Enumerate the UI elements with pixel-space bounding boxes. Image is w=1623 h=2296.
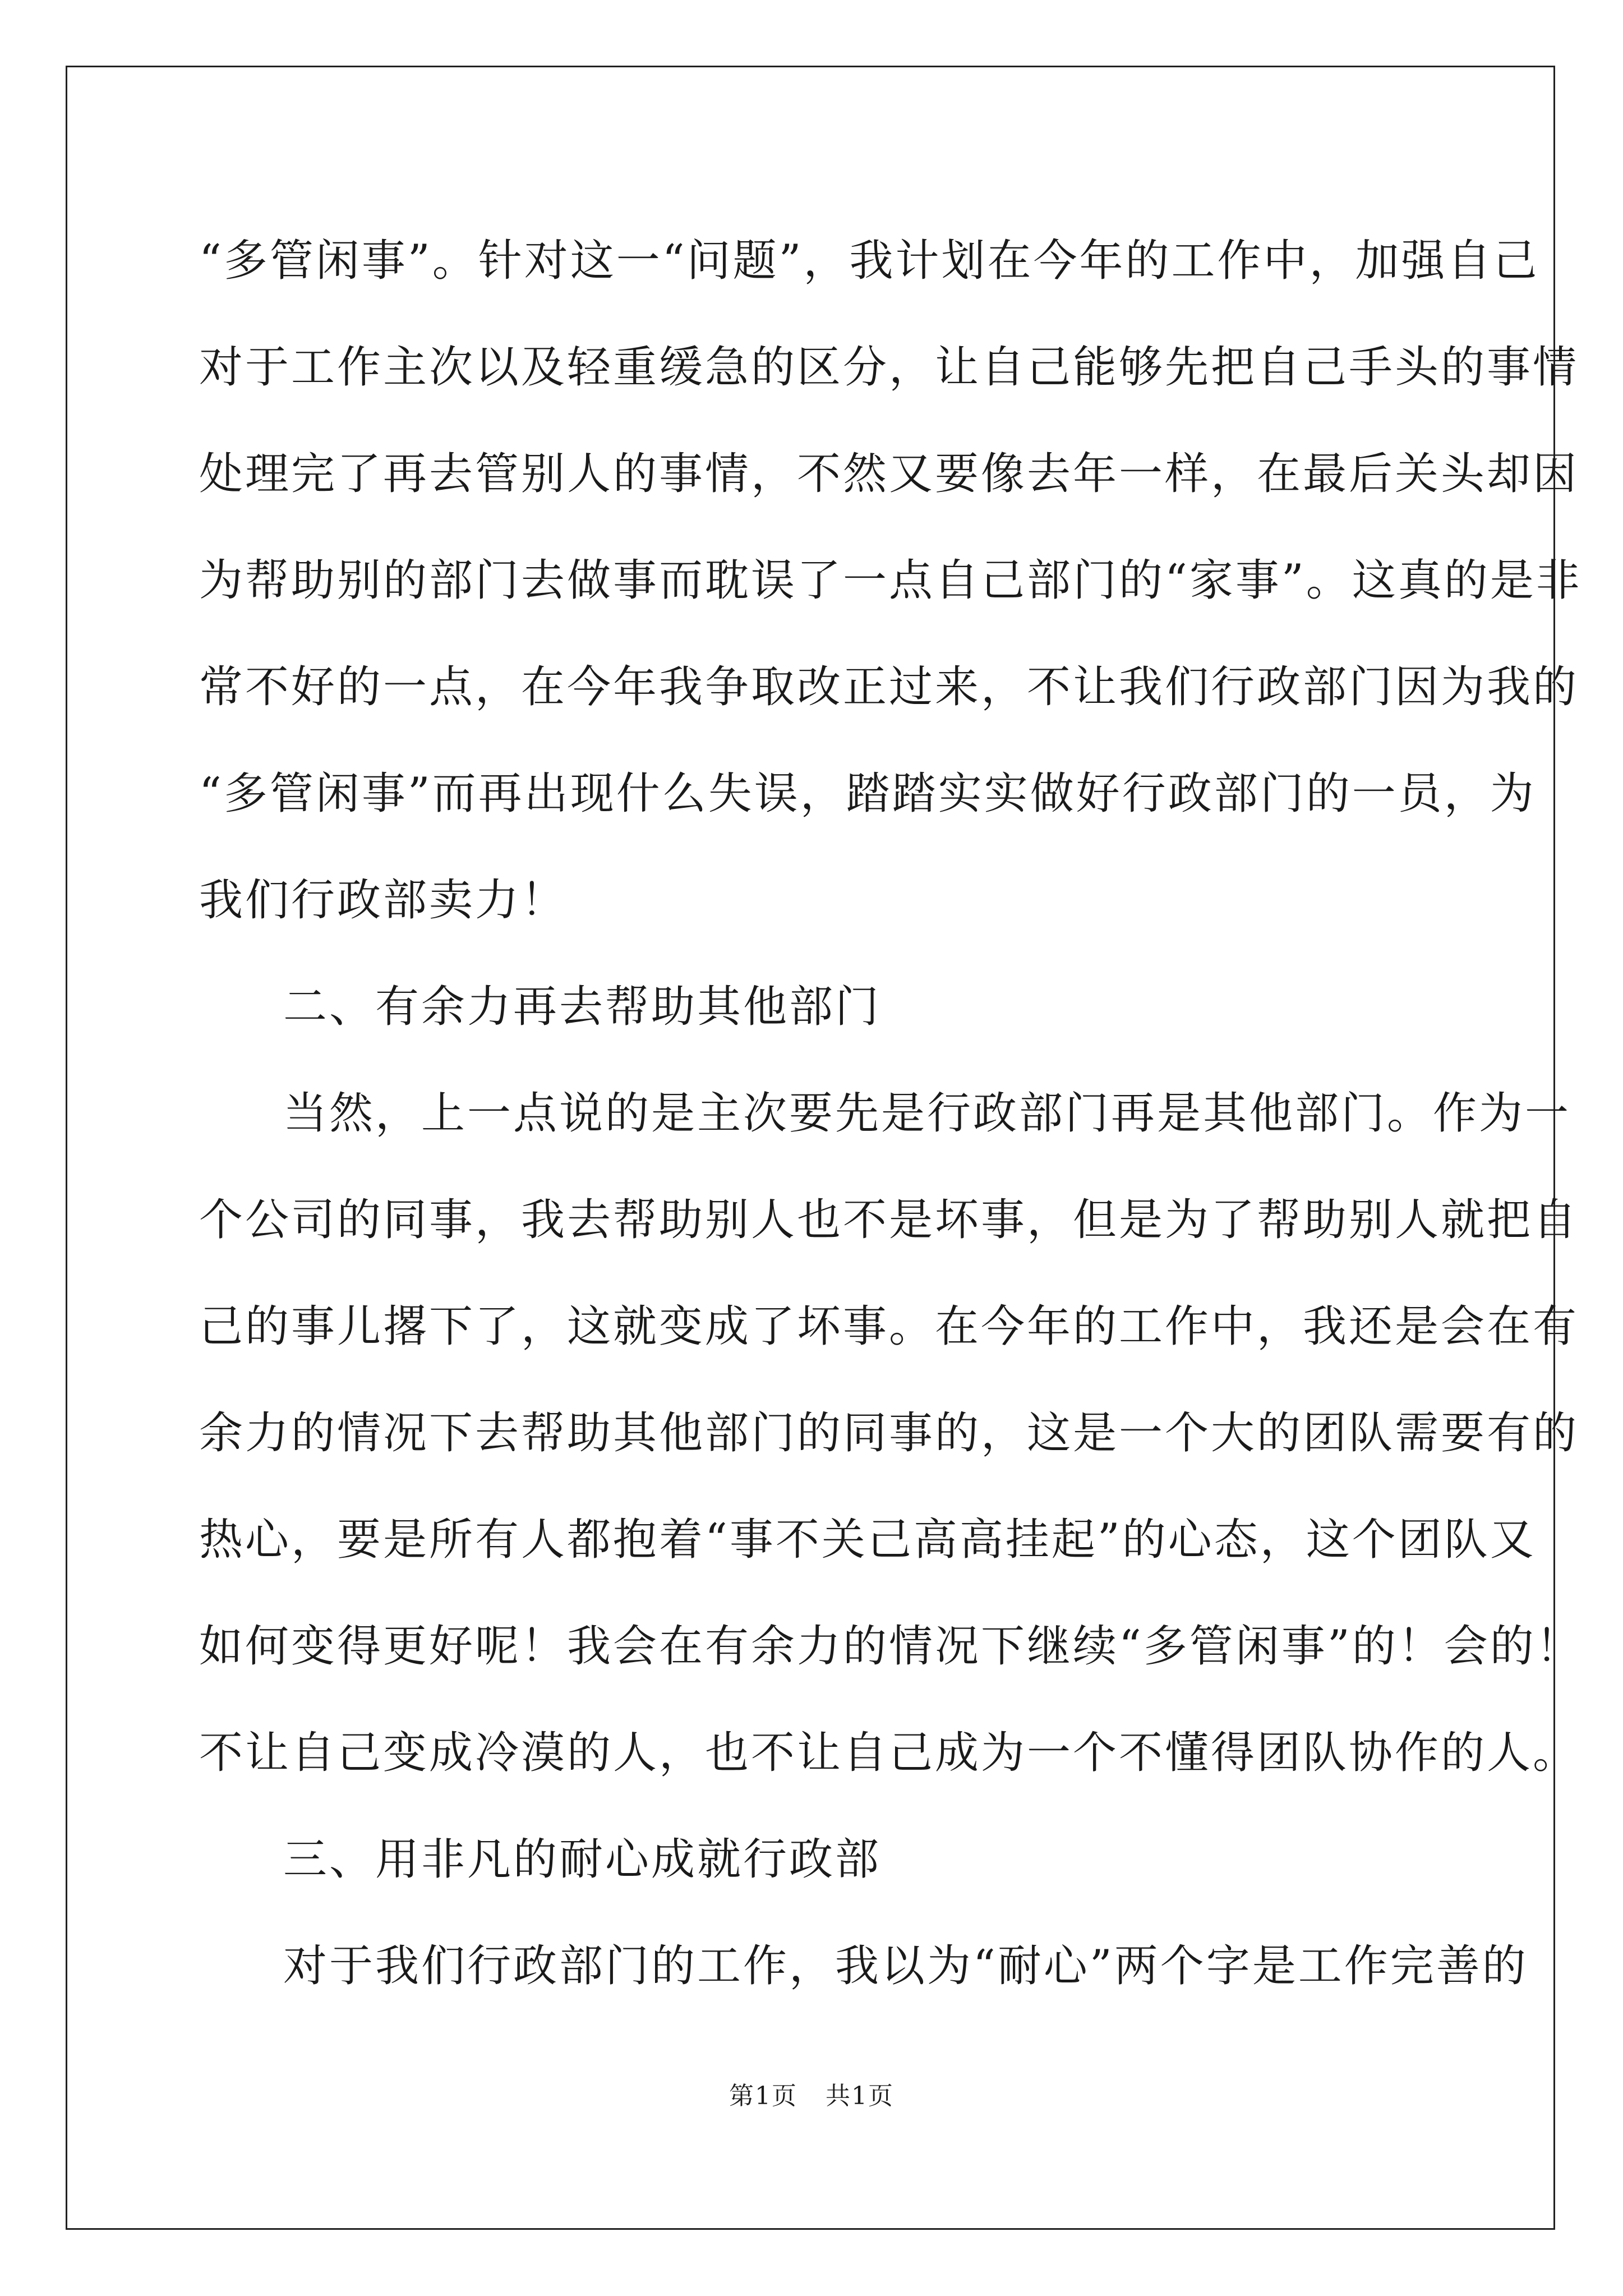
text-line: 对于工作主次以及轻重缓急的区分，让自己能够先把自己手头的事情	[199, 342, 1579, 393]
text-line: 处理完了再去管别人的事情，不然又要像去年一样，在最后关头却因	[199, 449, 1579, 499]
text-line: 对于我们行政部门的工作，我以为“耐心”两个字是工作完善的	[283, 1941, 1528, 1991]
text-line: 不让自己变成冷漠的人，也不让自己成为一个不懂得团队协作的人。	[199, 1728, 1579, 1778]
section-heading: 二、有余力再去帮助其他部门	[283, 982, 882, 1032]
text-line: “多管闲事”。针对这一“问题”，我计划在今年的工作中，加强自己	[199, 236, 1539, 286]
page-total: 共1页	[826, 2082, 894, 2110]
page-number: 第1页	[729, 2082, 797, 2110]
text-line: 为帮助别的部门去做事而耽误了一点自己部门的“家事”。这真的是非	[199, 555, 1582, 606]
text-line: “多管闲事”而再出现什么失误，踏踏实实做好行政部门的一员，为	[199, 769, 1536, 819]
document-body	[199, 208, 1582, 2019]
text-line: 常不好的一点，在今年我争取改正过来，不让我们行政部门因为我的	[199, 662, 1579, 712]
section-heading: 三、用非凡的耐心成就行政部	[283, 1834, 882, 1885]
text-line: 热心，要是所有人都抱着“事不关己高高挂起”的心态，这个团队又	[199, 1515, 1536, 1565]
page-footer	[0, 2076, 1623, 2111]
text-line: 己的事儿撂下了，这就变成了坏事。在今年的工作中，我还是会在有	[199, 1301, 1579, 1352]
text-line: 当然，上一点说的是主次要先是行政部门再是其他部门。作为一	[283, 1088, 1571, 1139]
text-line: 余力的情况下去帮助其他部门的同事的，这是一个大的团队需要有的	[199, 1408, 1579, 1458]
text-line: 如何变得更好呢！我会在有余力的情况下继续“多管闲事”的！会的！	[199, 1621, 1582, 1672]
text-line: 个公司的同事，我去帮助别人也不是坏事，但是为了帮助别人就把自	[199, 1195, 1579, 1245]
text-line: 我们行政部卖力！	[199, 875, 568, 926]
